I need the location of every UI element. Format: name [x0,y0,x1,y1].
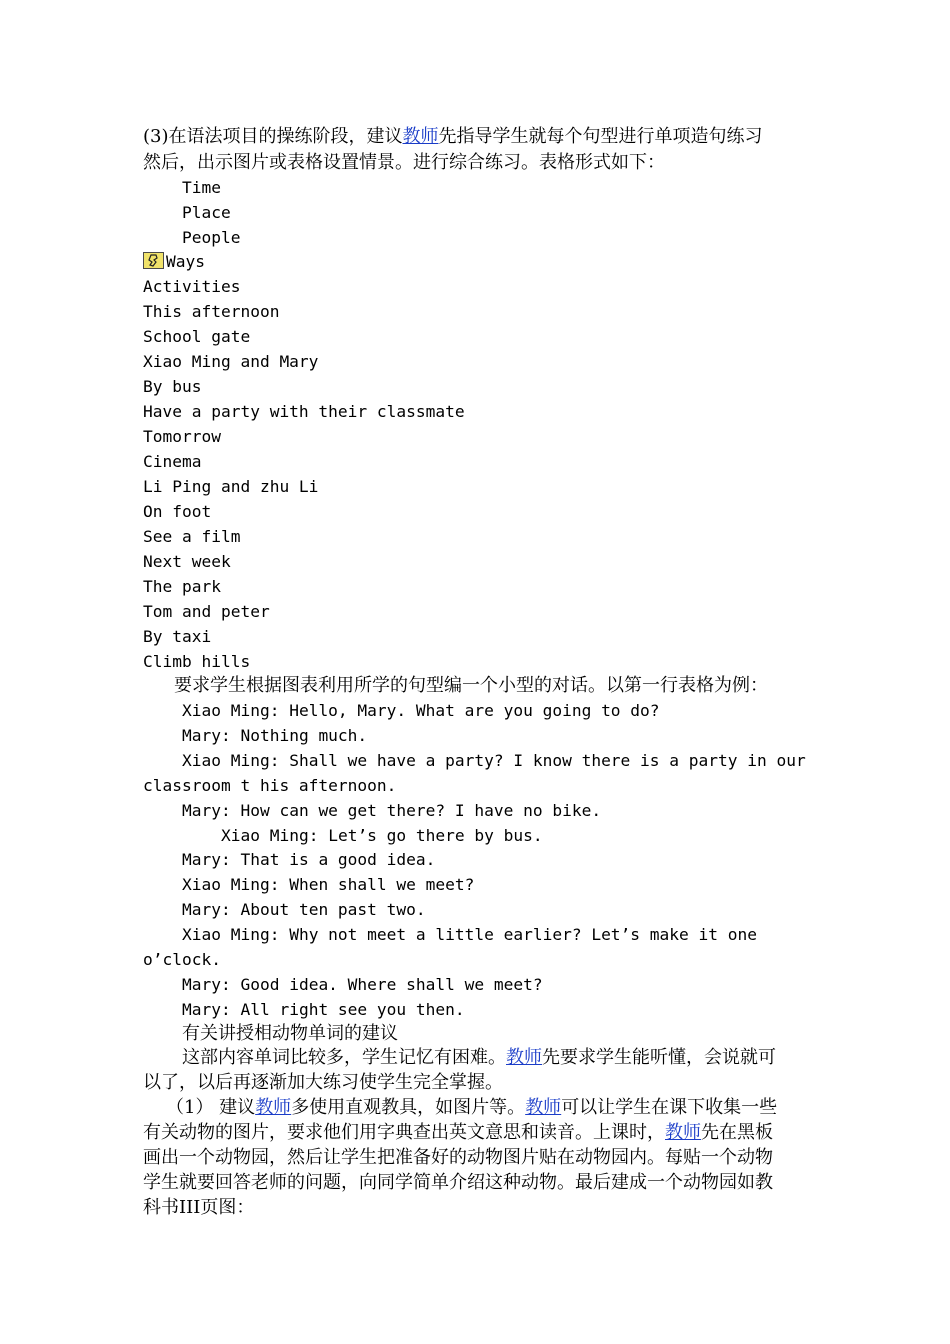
paragraph-text: 先要求学生能听懂，会说就可 [542,1047,776,1068]
table-cell: By taxi [143,627,212,646]
table-header-activities: Activities [143,277,241,296]
teacher-link[interactable]: 教师 [525,1097,562,1118]
intro-line-1 [143,124,763,149]
paragraph-line [143,1120,773,1145]
table-cell: Have a party with their classmate [143,402,465,421]
dialogue-line: Xiao Ming: Let’s go there by bus. [221,826,543,845]
paragraph-line: 以了，以后再逐渐加大练习使学生完全掌握。 [143,1072,503,1093]
paragraph-text: 多使用直观教具，如图片等。 [291,1097,526,1118]
dialogue-intro: 要求学生根据图表利用所学的句型编一个小型的对话。以第一行表格为例： [174,675,768,696]
paragraph-text: 有关动物的图片，要求他们用字典查出英文意思和读音。上课时， [143,1122,665,1143]
paragraph-text: （1） 建议 [166,1097,256,1118]
dialogue-line: o’clock. [143,950,221,969]
table-cell: See a film [143,527,241,546]
paragraph-line: 科书III页图： [143,1197,255,1218]
table-cell: Li Ping and zhu Li [143,477,319,496]
table-cell: Next week [143,552,231,571]
table-header-place: Place [182,203,231,222]
paragraph-line [182,1045,776,1070]
table-cell: On foot [143,502,212,521]
table-cell: The park [143,577,221,596]
dialogue-line: Mary: Good idea. Where shall we meet? [182,975,543,994]
teacher-link[interactable]: 教师 [665,1122,701,1143]
dialogue-line: Mary: Nothing much. [182,726,368,745]
table-cell: Xiao Ming and Mary [143,352,319,371]
dialogue-line: Mary: That is a good idea. [182,850,436,869]
intro-text: 先指导学生就每个句型进行单项造句练习 [438,126,763,147]
dialogue-line: classroom t his afternoon. [143,776,397,795]
table-anchor-icon[interactable] [143,252,164,269]
table-cell: Climb hills [143,652,251,671]
paragraph-text: 可以让学生在课下收集一些 [561,1097,778,1118]
dialogue-line: Xiao Ming: When shall we meet? [182,875,475,894]
table-header-ways: Ways [166,252,205,271]
dialogue-line: Xiao Ming: Hello, Mary. What are you going to do? [182,701,660,720]
section-heading: 有关讲授相动物单词的建议 [182,1023,398,1044]
dialogue-line: Mary: About ten past two. [182,900,426,919]
paragraph-text: 这部内容单词比较多，学生记忆有困难。 [182,1047,506,1068]
dialogue-line: Xiao Ming: Why not meet a little earlier? Let’s make it one [182,925,757,944]
table-cell: Tom and peter [143,602,270,621]
dialogue-line: Mary: How can we get there? I have no bike. [182,801,602,820]
table-cell: School gate [143,327,251,346]
dialogue-line: Mary: All right see you then. [182,1000,465,1019]
table-cell: By bus [143,377,202,396]
teacher-link[interactable]: 教师 [506,1047,542,1068]
intro-text: (3)在语法项目的操练阶段，建议 [143,126,403,147]
paragraph-line: 画出一个动物园，然后让学生把准备好的动物图片贴在动物园内。每贴一个动物 [143,1147,773,1168]
table-header-ways-row [143,249,205,274]
teacher-link[interactable]: 教师 [255,1097,292,1118]
dialogue-line: Xiao Ming: Shall we have a party? I know there is a party in our [182,751,806,770]
table-header-time: Time [182,178,221,197]
paragraph-line: 学生就要回答老师的问题，向同学简单介绍这种动物。最后建成一个动物园如教 [143,1172,773,1193]
paragraph-text: 先在黑板 [701,1122,773,1143]
table-cell: This afternoon [143,302,280,321]
paragraph-line [166,1095,777,1120]
intro-line-2: 然后，出示图片或表格设置情景。进行综合练习。表格形式如下： [143,152,665,173]
table-cell: Tomorrow [143,427,221,446]
table-cell: Cinema [143,452,202,471]
table-header-people: People [182,228,241,247]
teacher-link[interactable]: 教师 [402,126,439,147]
